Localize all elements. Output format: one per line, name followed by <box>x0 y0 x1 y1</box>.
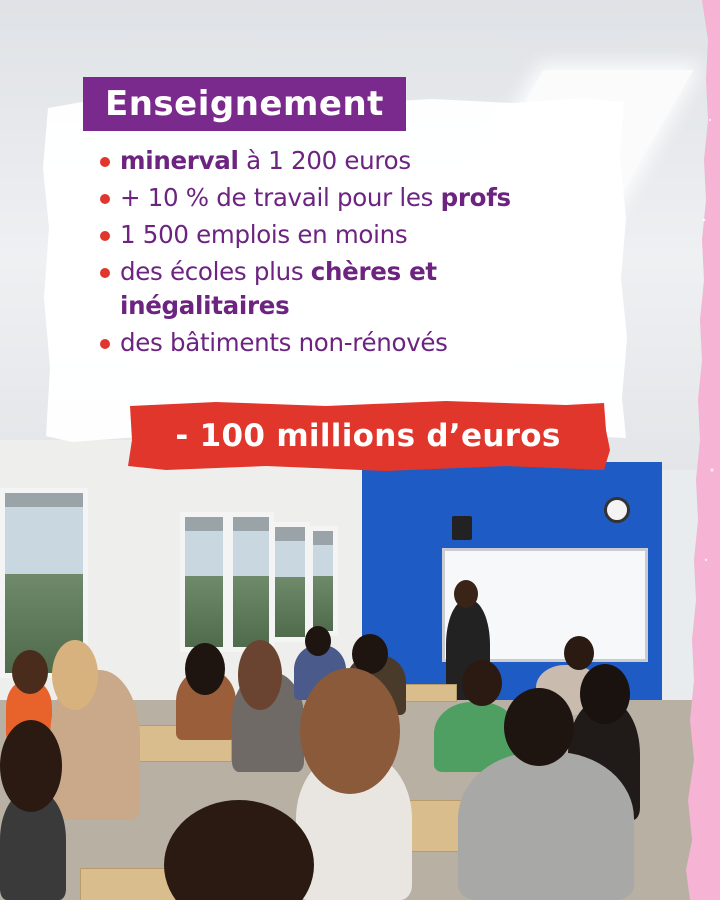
bullet-item <box>98 218 608 252</box>
student-head <box>580 664 630 724</box>
bullet-bold-text: profs <box>440 183 511 212</box>
student-head <box>0 720 62 812</box>
bullet-dot-icon <box>100 157 110 167</box>
window <box>270 522 310 642</box>
bullet-bold-text: minerval <box>120 146 239 175</box>
bullet-dot-icon <box>100 194 110 204</box>
bullet-item <box>98 181 608 215</box>
bullet-text: des bâtiments non-rénovés <box>120 328 448 357</box>
bullet-dot-icon <box>100 231 110 241</box>
pink-brush-shape <box>632 0 720 900</box>
amount-banner <box>126 400 610 472</box>
window <box>228 512 274 652</box>
student-head <box>564 636 594 670</box>
student-head <box>305 626 331 656</box>
window <box>308 526 338 636</box>
bullet-item <box>98 255 540 323</box>
teacher-head <box>454 580 478 608</box>
student-head <box>300 668 400 794</box>
bullet-text: + 10 % de travail pour les <box>120 183 441 212</box>
desk <box>400 684 457 702</box>
bullet-item <box>98 144 608 178</box>
window <box>180 512 228 652</box>
bullet-item <box>98 326 608 360</box>
bullet-bold-text: chères et inégalitaires <box>120 257 437 320</box>
student-head <box>462 660 502 706</box>
heading-label: Enseignement <box>83 77 406 131</box>
student <box>458 752 634 900</box>
banner-text: - 100 millions d’euros <box>175 418 561 454</box>
pink-side-band <box>632 0 720 900</box>
student-head <box>185 643 225 695</box>
bullet-text: 1 500 emplois en moins <box>120 220 408 249</box>
student-head <box>504 688 574 766</box>
bullet-text: des écoles plus <box>120 257 311 286</box>
bullet-dot-icon <box>100 268 110 278</box>
wall-clock <box>604 497 630 523</box>
wall-speaker <box>452 516 472 540</box>
student-head <box>238 640 282 710</box>
student-head <box>12 650 48 694</box>
bullet-dot-icon <box>100 339 110 349</box>
bullet-list <box>98 144 608 363</box>
student-head <box>52 640 98 710</box>
bullet-text: à 1 200 euros <box>238 146 411 175</box>
